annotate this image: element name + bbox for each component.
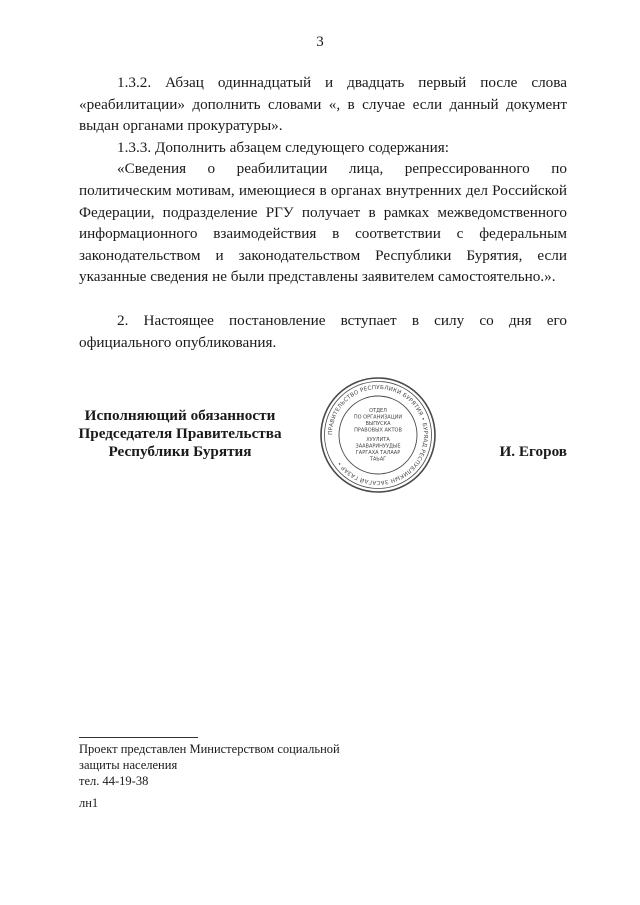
official-seal (318, 375, 438, 495)
paragraph-2: 2. Настоящее постановление вступает в силу со дня его официального опубликования. (79, 311, 567, 351)
footnote-line: защиты населения (79, 758, 178, 772)
seal-text-line: ПО ОРГАНИЗАЦИИ (353, 414, 403, 421)
svg-text:ПРАВИТЕЛЬСТВО РЕСПУБЛИКИ БУРЯТ (328, 385, 428, 485)
seal-text-line: ХУУЛИТА (366, 437, 390, 443)
seal-text-line: ГАРГАХА ТАЛААР (355, 450, 401, 456)
footnote-line: Проект представлен Министерством социальной (79, 742, 340, 756)
signatory-title (68, 407, 292, 461)
quoted-paragraph: «Сведения о реабилитации лица, репрессированного по политическим мотивам, имеющиеся в органах внутренних дел Российской Федерации, подразделение РГУ получает в рамках межведомственного информационного взаимодействия в соответствии с федеральным законодательством и законодательством Республики Бурятия, если указанные сведения не были представлены заявителем самостоятельно.». (79, 160, 567, 286)
signatory-name: И. Егоров (499, 443, 567, 460)
seal-ring-text: ПРАВИТЕЛЬСТВО РЕСПУБЛИКИ БУРЯТИЯ • БУРЯАД РЕСПУБЛИКЫН ЗАСАГАЙ ГАЗАР • (327, 384, 429, 486)
footnote (79, 741, 340, 811)
page-number: 3 (316, 34, 324, 50)
signatory-title-line: Исполняющий обязанности (84, 407, 276, 424)
seal-text-line: ТАЬАГ (369, 456, 387, 463)
paragraph-1-3-2: 1.3.2. Абзац одиннадцатый и двадцать первый после слова «реабилитации» дополнить словами «, в случае если данный документ выдан органами прокуратуры». (79, 74, 567, 135)
document-code: лн1 (79, 796, 99, 810)
paragraph-1-3-3: 1.3.3. Дополнить абзацем следующего содержания: (117, 138, 449, 156)
footnote-divider (79, 737, 198, 738)
document-body (79, 72, 567, 353)
signatory-title-line: Республики Бурятия (108, 443, 252, 460)
footnote-phone: тел. 44-19-38 (79, 774, 149, 788)
seal-text-line: ВЫПУСКА (365, 421, 391, 427)
seal-text-line: ОТДЕЛ (369, 408, 387, 414)
signatory-title-line: Председателя Правительства (78, 425, 282, 442)
seal-text-line: ЗААВАРИНУУДЫЕ (355, 443, 401, 450)
seal-text-line: ПРАВОВЫХ АКТОВ (354, 427, 402, 434)
